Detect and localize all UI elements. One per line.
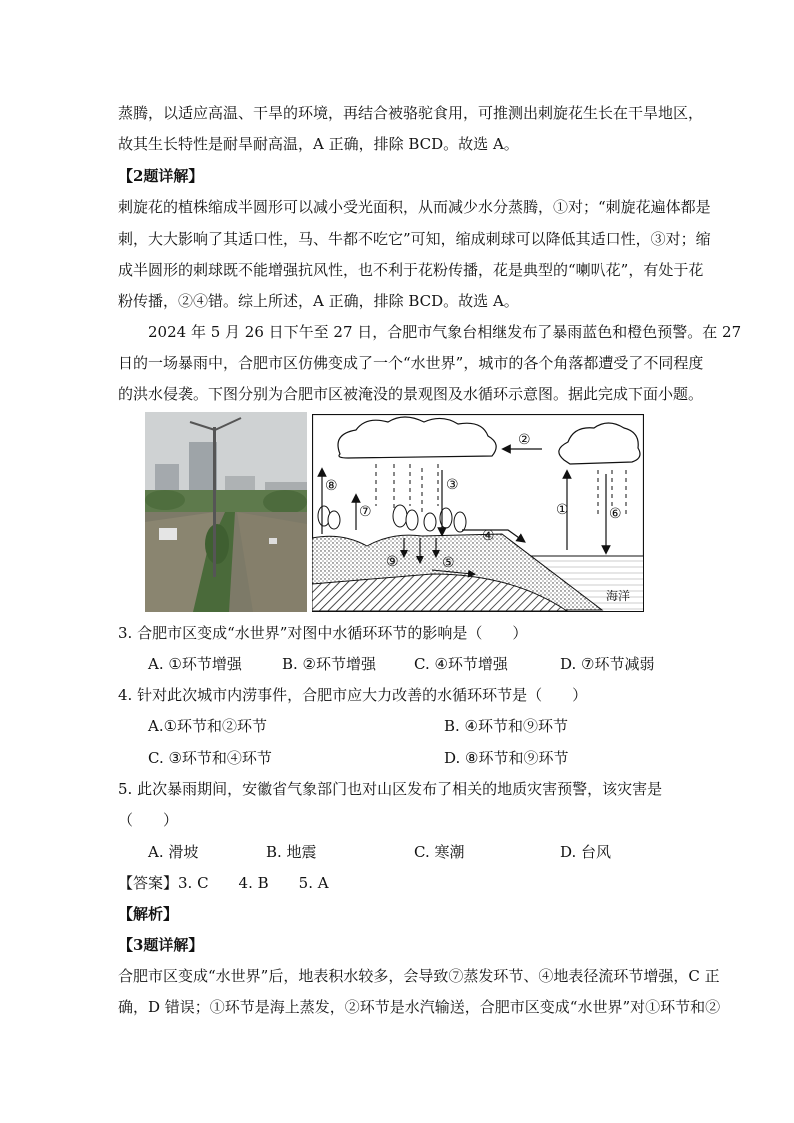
q3-option-b: B. ②环节增强 (282, 655, 377, 673)
text-line: 故其生长特性是耐旱耐高温，A 正确，排除 BCD。故选 A。 (118, 135, 519, 153)
question-5-stem: 5. 此次暴雨期间，安徽省气象部门也对山区发布了相关的地质灾害预警，该灾害是 (118, 780, 663, 798)
q3-option-d: D. ⑦环节减弱 (560, 655, 655, 673)
label-9: ⑨ (386, 554, 399, 570)
q5-option-a: A. 滑坡 (148, 843, 199, 861)
text-line: 刺，大大影响了其适口性，马、牛都不吃它”可知，缩成刺球可以降低其适口性，③对；缩 (118, 230, 711, 248)
question-3-stem: 3. 合肥市区变成“水世界”对图中水循环环节的影响是（ ） (118, 624, 528, 642)
section-heading: 【2题详解】 (118, 167, 204, 185)
flood-photo (145, 412, 307, 612)
intro-line: 日的一场暴雨中，合肥市区仿佛变成了一个“水世界”，城市的各个角落都遭受了不同程度 (118, 354, 704, 372)
q4-option-c: C. ③环节和④环节 (148, 749, 272, 767)
text-line: 蒸腾，以适应高温、干旱的环境，再结合被骆驼食用，可推测出刺旋花生长在干旱地区， (118, 104, 704, 122)
label-1: ① (556, 502, 569, 518)
intro-line: 的洪水侵袭。下图分别为合肥市区被淹没的景观图及水循环示意图。据此完成下面小题。 (118, 385, 704, 403)
q3-option-c: C. ④环节增强 (414, 655, 508, 673)
analysis-heading: 【解析】 (118, 905, 179, 923)
q5-option-c: C. 寒潮 (414, 843, 465, 861)
text-line: 确，D 错误；①环节是海上蒸发，②环节是水汽输送，合肥市区变成“水世界”对①环节和② (118, 998, 721, 1016)
label-5: ⑤ (442, 555, 455, 571)
water-cycle-diagram (312, 414, 644, 612)
q5-option-b: B. 地震 (266, 843, 317, 861)
text-line: 合肥市区变成“水世界”后，地表积水较多，会导致⑦蒸发环节、④地表径流环节增强，C 正 (118, 967, 720, 985)
label-6: ⑥ (609, 506, 622, 522)
section-heading: 【3题详解】 (118, 936, 204, 954)
text-line: 粉传播，②④错。综上所述，A 正确，排除 BCD。故选 A。 (118, 292, 519, 310)
label-2: ② (518, 432, 531, 448)
label-3: ③ (446, 477, 459, 493)
question-5-stem-cont: （ ） (118, 811, 179, 829)
text-line: 刺旋花的植株缩成半圆形可以减小受光面积，从而减少水分蒸腾，①对；“刺旋花遍体都是 (118, 198, 711, 216)
text-line: 成半圆形的刺球既不能增强抗风性，也不利于花粉传播，花是典型的“喇叭花”，有处于花 (118, 261, 704, 279)
answer-line: 【答案】3. C 4. B 5. A (118, 874, 329, 892)
q3-option-a: A. ①环节增强 (148, 655, 242, 673)
q4-option-b: B. ④环节和⑨环节 (444, 717, 569, 735)
q5-option-d: D. 台风 (560, 843, 612, 861)
q4-option-a: A.①环节和②环节 (148, 717, 268, 735)
intro-line: 2024 年 5 月 26 日下午至 27 日，合肥市气象台相继发布了暴雨蓝色和橙色预警。在 27 (148, 323, 742, 341)
question-4-stem: 4. 针对此次城市内涝事件，合肥市应大力改善的水循环环节是（ ） (118, 686, 588, 704)
label-7: ⑦ (359, 504, 372, 520)
label-8: ⑧ (325, 478, 338, 494)
ocean-label: 海洋 (606, 589, 631, 603)
label-4: ④ (482, 528, 495, 544)
q4-option-d: D. ⑧环节和⑨环节 (444, 749, 569, 767)
